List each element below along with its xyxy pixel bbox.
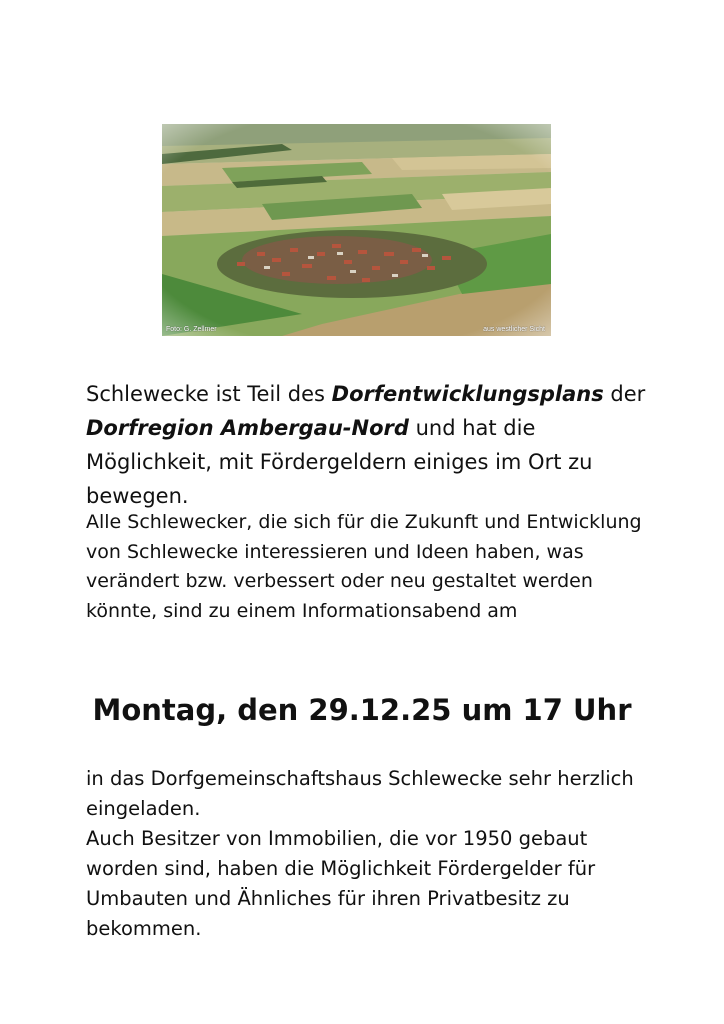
plan-name: Dorfentwicklungsplans bbox=[331, 382, 604, 406]
funding-paragraph: Auch Besitzer von Immobilien, die vor 1950 gebaut worden sind, haben die Möglichkeit Fördergelder für Umbauten und Ähnliches für ihren Privatbesitz zu bekommen. bbox=[86, 827, 596, 940]
photo-view-caption: aus westlicher Sicht bbox=[483, 326, 545, 333]
region-name: Dorfregion Ambergau-Nord bbox=[86, 416, 409, 440]
aerial-landscape-image bbox=[162, 124, 551, 336]
invitation-paragraph: Alle Schlewecker, die sich für die Zukunft und Entwicklung von Schlewecke interessieren und Ideen haben, was verändert bzw. verbessert oder neu gestaltet werden könnte, sind zu einem Informationsabend am bbox=[86, 511, 642, 622]
intro-paragraph bbox=[86, 377, 646, 513]
event-datetime-heading: Montag, den 29.12.25 um 17 Uhr bbox=[92, 693, 632, 727]
intro-text-1: Schlewecke ist Teil des bbox=[86, 382, 332, 406]
intro-text-2: der bbox=[603, 382, 646, 406]
photo-credit: Foto: G. Zellmer bbox=[166, 326, 217, 333]
intro-text-3: und hat die Möglichkeit, mit Fördergeldern einiges im Ort zu bewegen. bbox=[86, 416, 593, 508]
aerial-village-photo bbox=[162, 124, 551, 336]
location-paragraph: in das Dorfgemeinschaftshaus Schlewecke sehr herzlich eingeladen. bbox=[86, 767, 634, 820]
